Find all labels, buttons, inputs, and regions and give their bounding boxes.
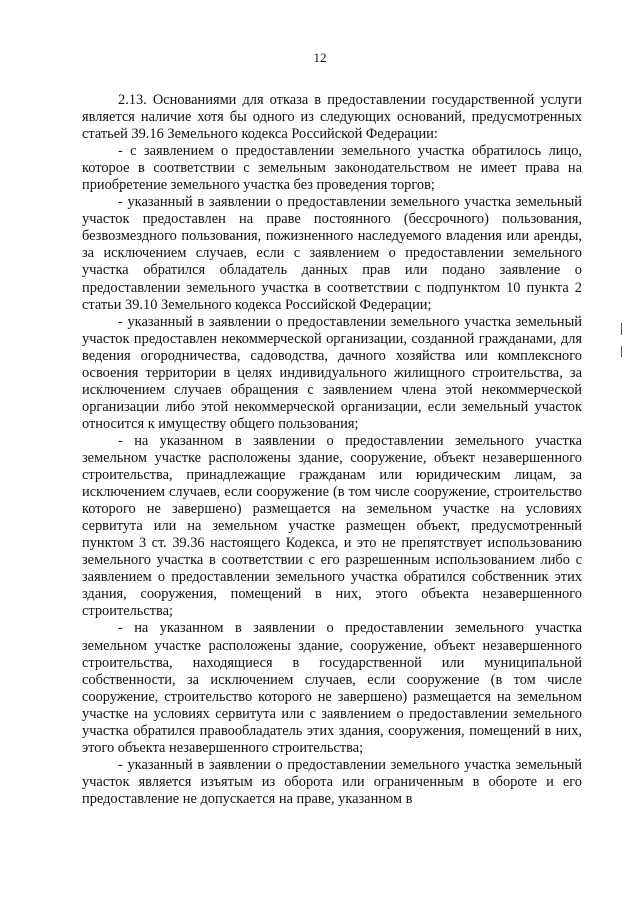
page-number: 12	[313, 50, 327, 65]
paragraph-noncommercial-organization: - указанный в заявлении о предоставлении земельного участка земельный участок предоставлен некоммерческой организации, созданной гражданами, для ведения огородничества, садоводства, дачного хозяйства или комплексного освоения территории в целях индивидуального жилищного строительства, за исключением случаев обращения с заявлением члена этой некоммерческой организации либо этой некоммерческой организации, если земельный участок относится к имуществу общего пользования;	[82, 313, 582, 432]
paragraph-private-buildings: - на указанном в заявлении о предоставлении земельного участка земельном участке расположены здание, сооружение, объект незавершенного строительства, принадлежащие гражданам или юридическим лицам, за исключением случаев, если сооружение (в том числе сооружение, строительство которого не завершено) размещается на земельном участке на условиях сервитута или на земельном участке размещен объект, предусмотренный пунктом 3 ст. 39.36 настоящего Кодекса, и это не препятствует использованию земельного участка в соответствии с его разрешенным использованием либо с заявлением о предоставлении земельного участка обратился собственник этих здания, сооружения, помещений в них, этого объекта незавершенного строительства;	[82, 432, 582, 620]
paragraph-2-13-intro: 2.13. Основаниями для отказа в предоставлении государственной услуги является наличие хотя бы одного из следующих оснований, предусмотренных статьей 39.16 Земельного кодекса Российской Федерации:	[82, 92, 582, 143]
scan-edge-mark	[621, 323, 622, 335]
scan-edge-mark	[621, 346, 622, 357]
paragraph-withdrawn-from-circulation: - указанный в заявлении о предоставлении земельного участка земельный участок является изъятым из оборота или ограниченным в обороте и его предоставление не допускается на праве, указанном в	[82, 756, 582, 807]
paragraph-permanent-use-right: - указанный в заявлении о предоставлении земельного участка земельный участок предоставлен на праве постоянного (бессрочного) пользования, безвозмездного пользования, пожизненного наследуемого владения или аренды, за исключением случаев, если с заявлением о предоставлении земельного участка обратился обладатель данных прав или подано заявление о предоставлении земельного участка в соответствии с подпунктом 10 пункта 2 статьи 39.10 Земельного кодекса Российской Федерации;	[82, 194, 582, 313]
paragraph-applicant-no-right: - с заявлением о предоставлении земельного участка обратилось лицо, которое в соответствии с земельным законодательством не имеет права на приобретение земельного участка без проведения торгов;	[82, 143, 582, 194]
paragraph-state-buildings: - на указанном в заявлении о предоставлении земельного участка земельном участке расположены здание, сооружение, объект незавершенного строительства, находящиеся в государственной или муниципальной собственности, за исключением случаев, если сооружение (в том числе сооружение, строительство которого не завершено) размещается на земельном участке на условиях сервитута или с заявлением о предоставлении земельного участка обратился правообладатель этих здания, сооружения, помещений в них, этого объекта незавершенного строительства;	[82, 620, 582, 756]
document-body	[82, 92, 582, 808]
